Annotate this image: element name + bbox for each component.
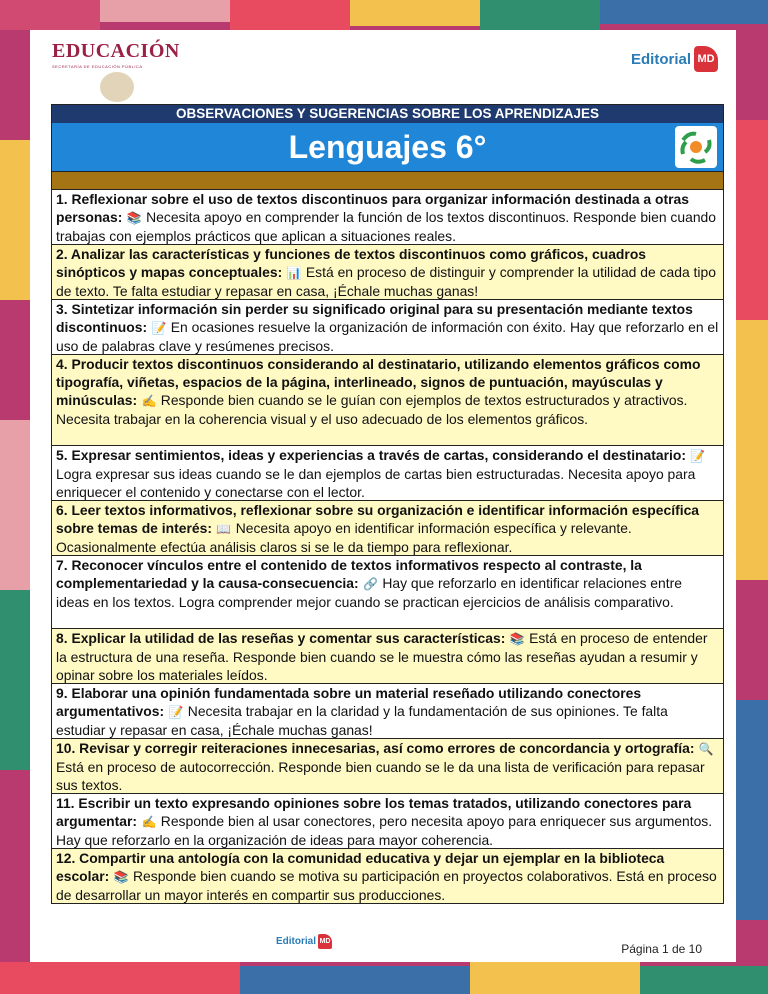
bg-block [480,0,600,30]
table-row: 6. Leer textos informativos, reflexionar sobre su organización e identificar información específica sobre temas de interés: 📖 Necesita apoyo en identificar información específica y relevante. Ocasionalmente efectúa análisis claros si se le da tiempo para reflexionar. [52,500,723,555]
subject-icon [675,126,717,168]
table-row: 8. Explicar la utilidad de las reseñas y comentar sus características: 📚 Está en proceso de entender la estructura de una reseña. Responde bien cuando se le muestra cómo las reseñas ayudan a resumir y opinar sobre los materiales leídos. [52,628,723,683]
observation: Necesita apoyo en comprender la función de los textos discontinuos. Responde bien cuando trabajas con ejemplos prácticos que aplican a situaciones reales. [56,209,717,244]
learning-goal: 1. Reflexionar sobre el uso de textos discontinuos para organizar información destinada a otras personas [56,191,689,225]
observation: Responde bien cuando se motiva su participación en proyectos colaborativos. Está en proceso de desarrollar un mayor interés en compartir sus producciones. [56,868,717,903]
observation: Está en proceso de autocorrección. Responde bien cuando se le da una lista de verificación para repasar sus textos. [56,759,705,793]
observation: Hay que reforzarlo en identificar relaciones entre ideas en los textos. Logra comprender mejor cuando se practican ejercicios de análisis comparativo. [56,575,682,610]
learning-goal: 6. Leer textos informativos, reflexionar sobre su organización e identificar información específica sobre temas de interés [56,502,700,536]
books-icon: 📚 [509,632,525,646]
section-title: OBSERVACIONES Y SUGERENCIAS SOBRE LOS APRENDIZAJES [52,105,723,123]
publisher-name: Editorial [630,50,691,68]
learning-goal: 9. Elaborar una opinión fundamentada sobre un material reseñado utilizando conectores argumentativos [56,685,642,719]
table-row: 2. Analizar las características y funciones de textos discontinuos como gráficos, cuadros sinópticos y mapas conceptuales: 📊 Está en proceso de distinguir y comprender la utilidad de cada tipo de texto. Te falta estudiar y repasar en casa, ¡Échale muchas ganas! [52,244,723,299]
bg-block [600,0,768,24]
table-row: 7. Reconocer vínculos entre el contenido de textos informativos respecto al contraste, la complementariedad y la causa-consecuencia: 🔗 Hay que reforzarlo en identificar relaciones entre ideas en los textos. Logra comprender mejor cuando se practican ejercicios de análisis comparativo. [52,555,723,628]
footer-publisher-badge: MD [318,934,332,949]
subject-title-bar [52,123,723,171]
page-number: Página 1 de 10 [621,942,702,956]
document-page [30,30,736,962]
learning-goal: 7. Reconocer vínculos entre el contenido de textos informativos respecto al contraste, la complementariedad y la causa-consecuencia [56,557,642,591]
bg-block [736,700,768,920]
bg-block [736,120,768,320]
observation: Está en proceso de entender la estructura de una reseña. Responde bien cuando se le muestra cómo las reseñas ayudan a resumir y opinar sobre los materiales leídos. [56,630,708,683]
learning-goal: 3. Sintetizar información sin perder su significado original para su presentación mediante textos discontinuos [56,301,693,335]
books-icon: 📚 [126,211,142,225]
chart-icon: 📊 [286,266,302,280]
books-icon: 📚 [113,870,129,884]
learning-goal: 4. Producir textos discontinuos considerando al destinatario, utilizando elementos gráficos como tipografía, viñetas, espacios de la página, interlineado, signos de puntuación, mayúsculas y minúsculas [56,356,701,408]
divider-bar [52,171,723,189]
bg-block [0,420,30,590]
memo-icon: 📝 [151,321,167,335]
magnifier-icon: 🔍 [698,742,714,756]
bg-block [0,0,100,30]
observation: Necesita apoyo en identificar información específica y relevante. Ocasionalmente efectúa análisis claros si se le da tiempo para reflexionar. [56,520,632,555]
national-seal-icon [100,72,134,102]
table-row: 11. Escribir un texto expresando opiniones sobre los temas tratados, utilizando conectores para argumentar: ✍ Responde bien al usar conectores, pero necesita apoyo para enriquecer sus argumentos. Hay que reforzarlo en la organización de ideas para mayor coherencia. [52,793,723,848]
bg-block [736,320,768,580]
observation: Está en proceso de distinguir y comprender la utilidad de cada tipo de texto. Te falta estudiar y repasar en casa, ¡Échale muchas ganas! [56,264,716,299]
table-row: 4. Producir textos discontinuos considerando al destinatario, utilizando elementos gráficos como tipografía, viñetas, espacios de la página, interlineado, signos de puntuación, mayúsculas y minúsculas: ✍ Responde bien cuando se le guían con ejemplos de textos estructurados y atractivos. Necesita trabajar en la coherencia visual y el uso adecuado de los elementos gráficos. [52,354,723,445]
observations-table [51,104,724,904]
memo-icon: 📝 [690,449,706,463]
observation: Responde bien cuando se le guían con ejemplos de textos estructurados y atractivos. Necesita trabajar en la coherencia visual y el uso adecuado de los elementos gráficos. [56,392,688,427]
observation: Responde bien al usar conectores, pero necesita apoyo para enriquecer sus argumentos. Hay que reforzarlo en la organización de ideas para mayor coherencia. [56,813,713,848]
publisher-logo [631,46,718,72]
table-row: 5. Expresar sentimientos, ideas y experiencias a través de cartas, considerando el destinatario: 📝 Logra expresar sus ideas cuando se le dan ejemplos de cartas bien estructuradas. Necesita apoyo para enriquecer el contenido y conectarse con el lector. [52,445,723,500]
bg-block [230,0,350,30]
learning-goal: 12. Compartir una antología con la comunidad educativa y dejar un ejemplar en la biblioteca escolar [56,850,665,884]
bg-block [350,0,480,26]
table-row: 10. Revisar y corregir reiteraciones innecesarias, así como errores de concordancia y ortografía: 🔍 Está en proceso de autocorrección. Responde bien cuando se le da una lista de verificación para repasar sus textos. [52,738,723,793]
bg-block [0,140,30,300]
subject-title: Lenguajes 6° [288,129,487,165]
table-row: 9. Elaborar una opinión fundamentada sobre un material reseñado utilizando conectores argumentativos: 📝 Necesita trabajar en la claridad y la fundamentación de sus opiniones. Te falta estudiar y repasar en casa, ¡Échale muchas ganas! [52,683,723,738]
table-row: 12. Compartir una antología con la comunidad educativa y dejar un ejemplar en la biblioteca escolar: 📚 Responde bien cuando se motiva su participación en proyectos colaborativos. Está en proceso de desarrollar un mayor interés en compartir sus producciones. [52,848,723,903]
learning-goal: 11. Escribir un texto expresando opiniones sobre los temas tratados, utilizando conectores para argumentar [56,795,692,829]
bg-block [0,962,240,994]
org-subtitle: SECRETARÍA DE EDUCACIÓN PÚBLICA [52,64,143,69]
writing-hand-icon: ✍ [141,394,157,408]
learning-goal: 5. Expresar sentimientos, ideas y experiencias a través de cartas, considerando el destinatario [56,447,682,463]
sep-logo [52,40,180,69]
org-title: EDUCACIÓN [52,40,180,62]
footer-publisher-name: Editorial [276,936,317,947]
observation: Necesita trabajar en la claridad y la fundamentación de sus opiniones. Te falta estudiar y repasar en casa, ¡Échale muchas ganas! [56,703,668,738]
bg-block [0,590,30,770]
table-row: 1. Reflexionar sobre el uso de textos discontinuos para organizar información destinada a otras personas: 📚 Necesita apoyo en comprender la función de los textos discontinuos. Responde bien cuando trabajas con ejemplos prácticos que aplican a situaciones reales. [52,189,723,244]
bg-block [470,962,640,994]
learning-goal: 8. Explicar la utilidad de las reseñas y comentar sus características [56,630,501,646]
bg-block [640,966,768,994]
bg-block [100,0,230,22]
footer-publisher-logo [276,934,332,949]
publisher-badge: MD [694,46,718,72]
table-row: 3. Sintetizar información sin perder su significado original para su presentación mediante textos discontinuos: 📝 En ocasiones resuelve la organización de información con éxito. Hay que reforzarlo en el uso de palabras clave y resúmenes precisos. [52,299,723,354]
learning-goal: 2. Analizar las características y funciones de textos discontinuos como gráficos, cuadros sinópticos y mapas conceptuales [56,246,647,280]
memo-icon: 📝 [168,705,184,719]
link-icon: 🔗 [363,577,378,591]
observation: Logra expresar sus ideas cuando se le dan ejemplos de cartas bien estructuradas. Necesita apoyo para enriquecer el contenido y conectarse con el lector. [56,466,696,500]
learning-goal: 10. Revisar y corregir reiteraciones innecesarias, así como errores de concordancia y ortografía [56,740,690,756]
open-book-icon: 📖 [216,522,232,536]
observation: En ocasiones resuelve la organización de información con éxito. Hay que reforzarlo en el uso de palabras clave y resúmenes precisos. [56,319,719,354]
writing-hand-icon: ✍ [141,815,157,829]
bg-block [240,966,470,994]
